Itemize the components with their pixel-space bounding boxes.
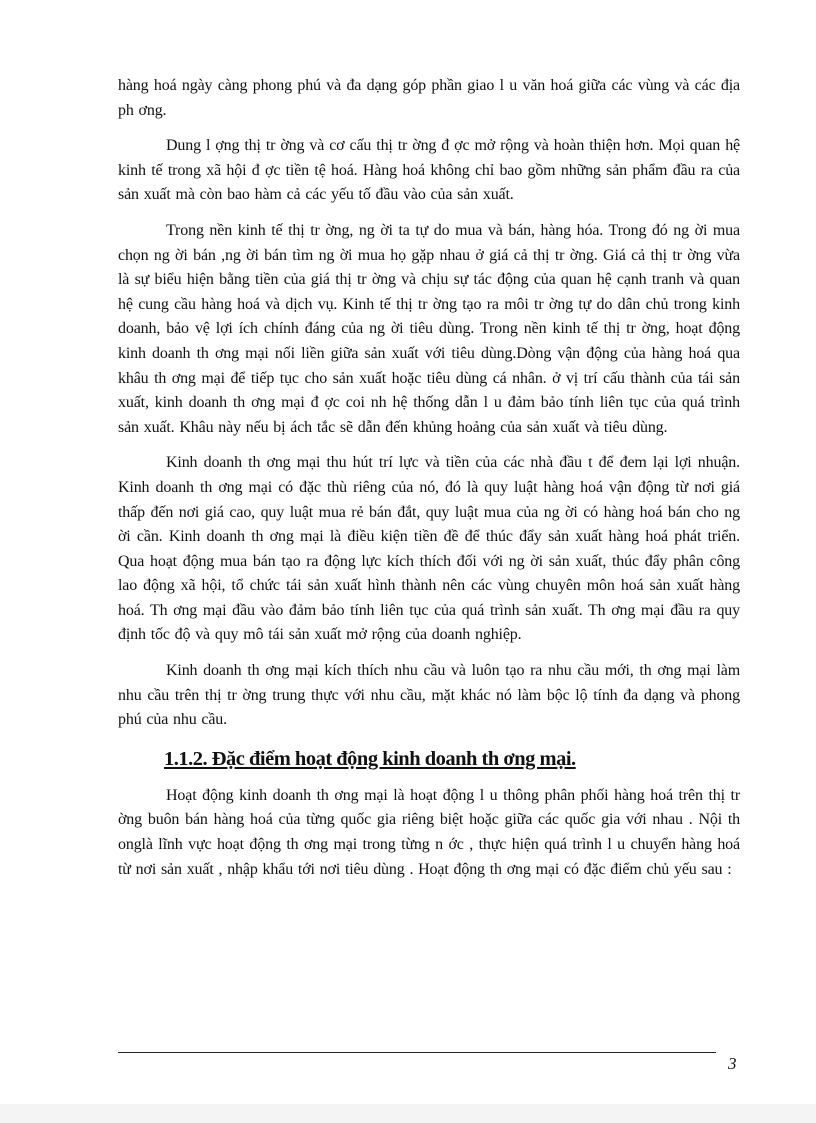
paragraph-commerce-profit: Kinh doanh th ơng mại thu hút trí lực và tiền của các nhà đầu t để đem lại lợi nhuận. Kinh doanh th ơng mại có đặc thù riêng của nó, đó là quy luật hàng hoá vận động từ nơi giá thấp đến nơi giá cao, quy luật mua rẻ bán đắt, quy luật mua của ng ời có hàng hoá bán cho ng ời cần. Kinh doanh th ơng mại là điều kiện tiền đề để thúc đẩy sản xuất hàng hoá phát triển. Qua hoạt động mua bán tạo ra động lực kích thích đối với ng ời sản xuất, thúc đẩy phân công lao động xã hội, tổ chức tái sản xuất hình thành nên các vùng chuyên môn hoá sản xuất hàng hoá. Th ơng mại đầu vào đảm bảo tính liên tục của quá trình sản xuất. Th ơng mại đầu ra quy định tốc độ và quy mô tái sản xuất mở rộng của doanh nghiệp. <box>118 454 740 644</box>
paragraph-section-intro: Hoạt động kinh doanh th ơng mại là hoạt động l u thông phân phối hàng hoá trên thị tr ờng buôn bán hàng hoá của từng quốc gia riêng biệt hoặc giữa các quốc gia với nhau . Nội th onglà lĩnh vực hoạt động th ơng mại trong từng n ớc , thực hiện quá trình l u chuyển hàng hoá từ nơi sản xuất , nhập khẩu tới nơi tiêu dùng . Hoạt động th ơng mại có đặc điểm chủ yếu sau : <box>118 786 740 878</box>
section-heading: 1.1.2. Đặc điểm hoạt động kinh doanh th ơng mại. <box>164 747 576 770</box>
page-number: 3 <box>728 1054 737 1073</box>
paragraph-continuation: hàng hoá ngày càng phong phú và đa dạng góp phần giao l u văn hoá giữa các vùng và các địa ph ơng. <box>118 77 740 119</box>
page-bottom-margin <box>0 1104 816 1123</box>
paragraph-market-scale: Dung l ợng thị tr ờng và cơ cấu thị tr ờng đ ợc mở rộng và hoàn thiện hơn. Mọi quan hệ kinh tế trong xã hội đ ợc tiền tệ hoá. Hàng hoá không chỉ bao gồm những sản phẩm đầu ra của sản xuất mà còn bao hàm cả các yếu tố đầu vào của sản xuất. <box>118 137 740 204</box>
page-content <box>118 74 740 893</box>
paragraph-demand: Kinh doanh th ơng mại kích thích nhu cầu và luôn tạo ra nhu cầu mới, th ơng mại làm nhu cầu trên thị tr ờng trung thực với nhu cầu, mặt khác nó làm bộc lộ tính đa dạng và phong phú của nhu cầu. <box>118 662 740 729</box>
paragraph-market-economy: Trong nền kinh tế thị tr ờng, ng ời ta tự do mua và bán, hàng hóa. Trong đó ng ời mua chọn ng ời bán ,ng ời bán tìm ng ời mua họ gặp nhau ở giá cả thị tr ờng. Giá cả thị tr ờng vừa là sự biểu hiện bằng tiền của giá thị tr ờng và chịu sự tác động của quan hệ cạnh tranh và quan hệ cung cầu hàng hoá và dịch vụ. Kinh tế thị tr ờng tạo ra môi tr ờng tự do dân chủ trong kinh doanh, bảo vệ lợi ích chính đáng của ng ời tiêu dùng. Trong nền kinh tế thị tr ờng, hoạt động kinh doanh th ơng mại nối liền giữa sản xuất với tiêu dùng.Dòng vận động của hàng hoá qua khâu th ơng mại để tiếp tục cho sản xuất hoặc tiêu dùng cá nhân. ở vị trí cấu thành của tái sản xuất, kinh doanh th ơng mại đ ợc coi nh hệ thống dẫn l u đảm bảo tính liên tục của quá trình sản xuất. Khâu này nếu bị ách tắc sẽ dẫn đến khủng hoảng của sản xuất và tiêu dùng. <box>118 221 740 436</box>
footer-divider <box>118 1052 716 1053</box>
